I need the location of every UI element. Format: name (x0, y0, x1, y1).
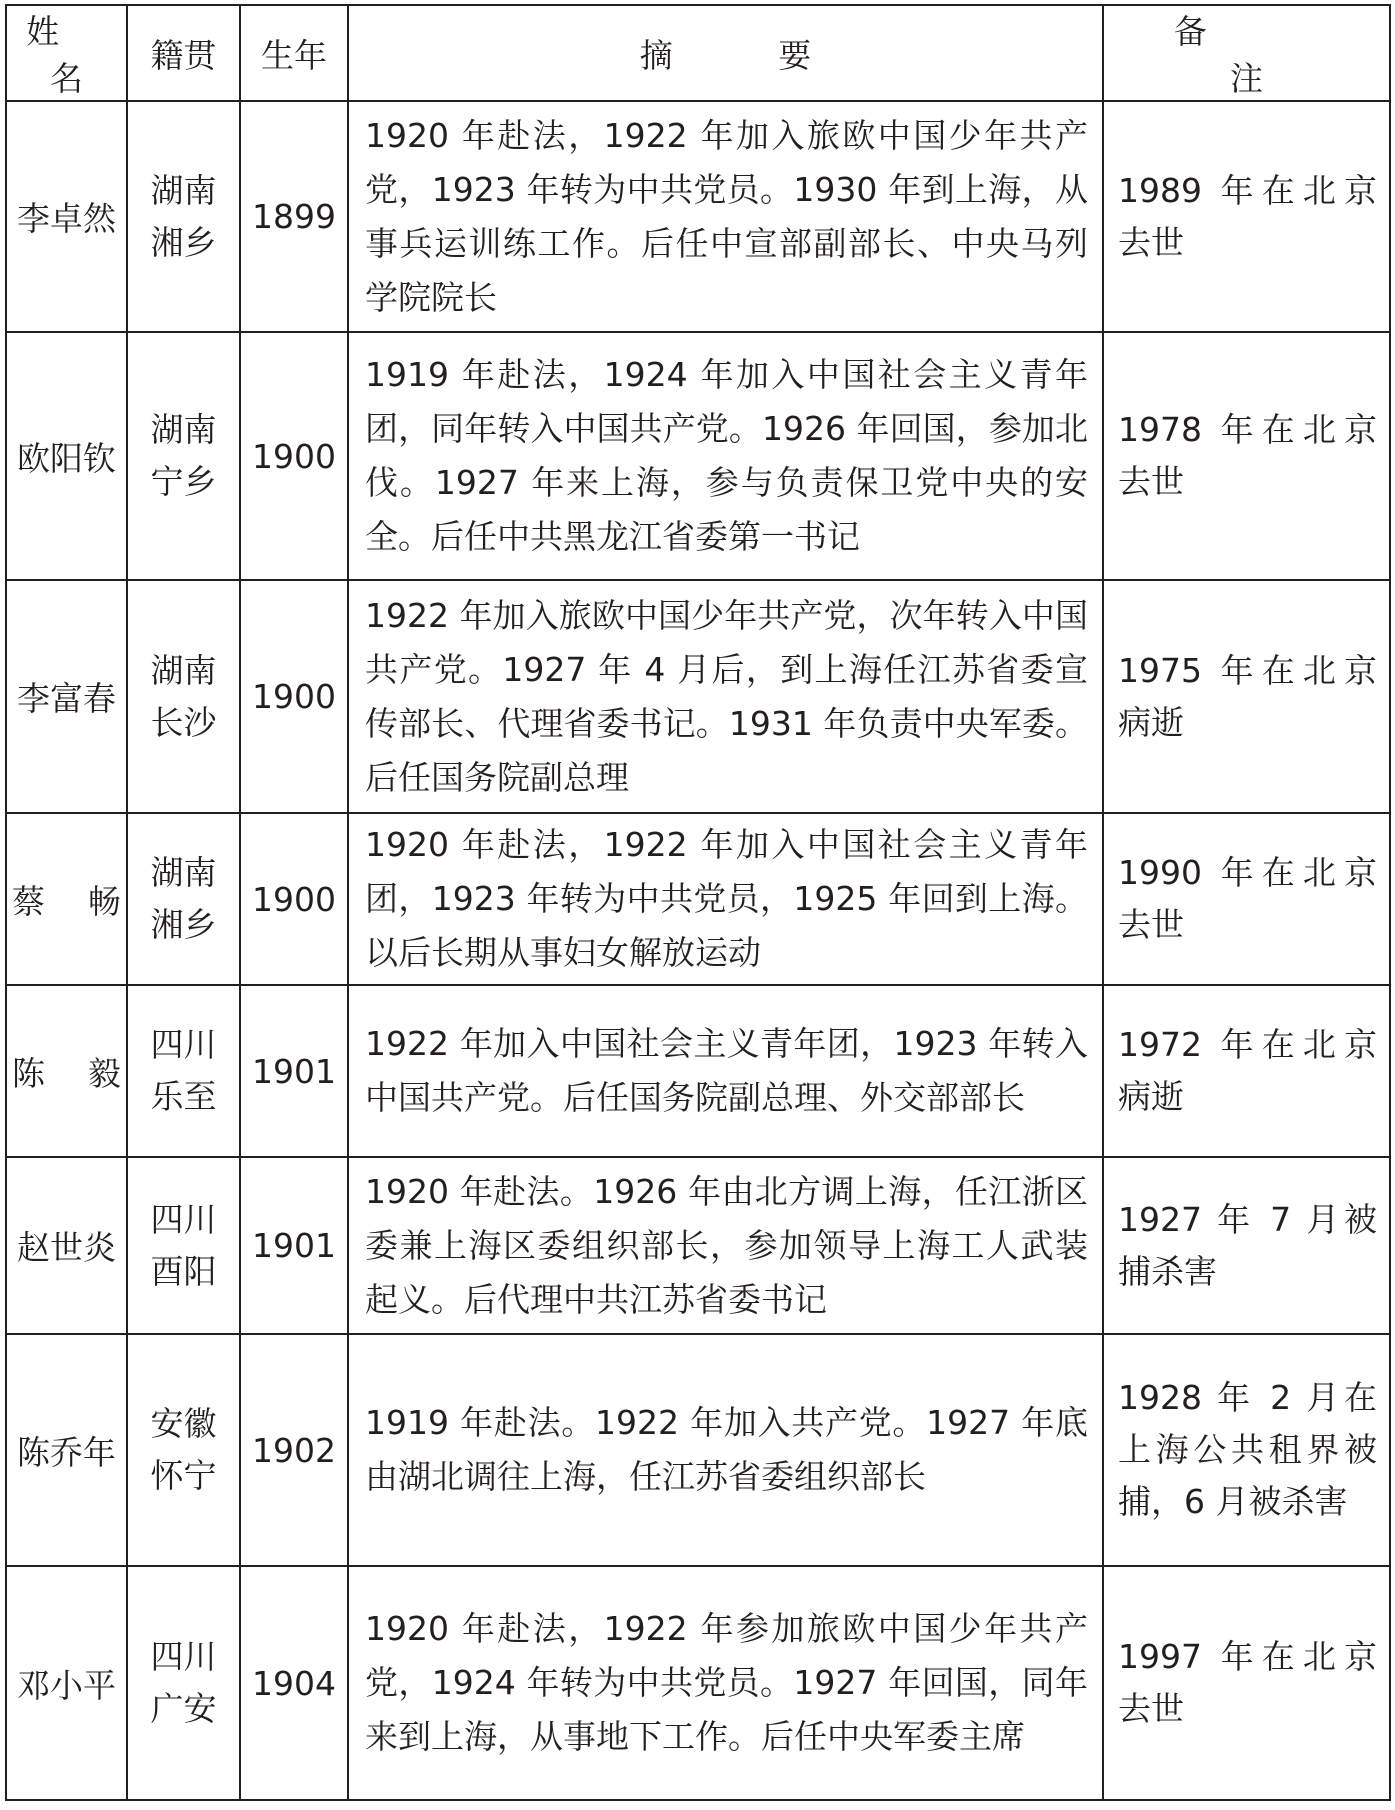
header-year: 生年 (240, 5, 348, 101)
summary-cell: 1920 年赴法，1922 年加入旅欧中国少年共产党，1923 年转为中共党员。1930 年到上海，从事兵运训练工作。后任中宣部副部长、中央马列学院院长 (348, 101, 1103, 332)
summary-cell: 1919 年赴法，1924 年加入中国社会主义青年团，同年转入中国共产党。1926 年回国，参加北伐。1927 年来上海，参与负责保卫党中央的安全。后任中共黑龙江省委第一书记 (348, 332, 1103, 580)
note-cell: 1975 年在北京病逝 (1103, 580, 1390, 813)
origin-cell: 湖南 湘乡 (127, 813, 240, 985)
origin-cell: 四川 乐至 (127, 985, 240, 1157)
note-cell: 1972 年在北京病逝 (1103, 985, 1390, 1157)
note-cell: 1990 年在北京去世 (1103, 813, 1390, 985)
year-cell: 1904 (240, 1566, 348, 1800)
table-row (6, 985, 1390, 1157)
origin-cell: 湖南 宁乡 (127, 332, 240, 580)
header-origin: 籍贯 (127, 5, 240, 101)
summary-cell: 1922 年加入中国社会主义青年团，1923 年转入中国共产党。后任国务院副总理、外交部部长 (348, 985, 1103, 1157)
note-cell: 1928 年 2 月在上海公共租界被捕，6 月被杀害 (1103, 1334, 1390, 1566)
name-cell: 赵世炎 (6, 1157, 127, 1334)
table-row (6, 813, 1390, 985)
biography-table-page (5, 4, 1389, 1806)
note-cell: 1927 年 7 月被捕杀害 (1103, 1157, 1390, 1334)
year-cell: 1901 (240, 985, 348, 1157)
name-cell: 李富春 (6, 580, 127, 813)
name-cell: 欧阳钦 (6, 332, 127, 580)
name-cell: 蔡畅 (6, 813, 127, 985)
year-cell: 1900 (240, 580, 348, 813)
year-cell: 1901 (240, 1157, 348, 1334)
table-row (6, 101, 1390, 332)
header-name: 姓名 (6, 5, 127, 101)
header-row (6, 5, 1390, 101)
header-note: 备注 (1103, 5, 1390, 101)
header-summary: 摘要 (348, 5, 1103, 101)
origin-cell: 四川 酉阳 (127, 1157, 240, 1334)
year-cell: 1902 (240, 1334, 348, 1566)
origin-cell: 湖南 长沙 (127, 580, 240, 813)
table-row (6, 1566, 1390, 1800)
table-row (6, 332, 1390, 580)
note-cell: 1989 年在北京去世 (1103, 101, 1390, 332)
origin-cell: 安徽 怀宁 (127, 1334, 240, 1566)
biography-table (5, 4, 1391, 1801)
year-cell: 1900 (240, 332, 348, 580)
table-row (6, 1334, 1390, 1566)
note-cell: 1997 年在北京去世 (1103, 1566, 1390, 1800)
summary-cell: 1920 年赴法，1922 年参加旅欧中国少年共产党，1924 年转为中共党员。1927 年回国，同年来到上海，从事地下工作。后任中央军委主席 (348, 1566, 1103, 1800)
note-cell: 1978 年在北京去世 (1103, 332, 1390, 580)
summary-cell: 1922 年加入旅欧中国少年共产党，次年转入中国共产党。1927 年 4 月后，到上海任江苏省委宣传部长、代理省委书记。1931 年负责中央军委。后任国务院副总理 (348, 580, 1103, 813)
summary-cell: 1920 年赴法，1922 年加入中国社会主义青年团，1923 年转为中共党员，1925 年回到上海。以后长期从事妇女解放运动 (348, 813, 1103, 985)
year-cell: 1899 (240, 101, 348, 332)
origin-cell: 四川 广安 (127, 1566, 240, 1800)
table-row (6, 580, 1390, 813)
name-cell: 邓小平 (6, 1566, 127, 1800)
origin-cell: 湖南 湘乡 (127, 101, 240, 332)
table-row (6, 1157, 1390, 1334)
name-cell: 陈乔年 (6, 1334, 127, 1566)
name-cell: 陈毅 (6, 985, 127, 1157)
year-cell: 1900 (240, 813, 348, 985)
summary-cell: 1919 年赴法。1922 年加入共产党。1927 年底由湖北调往上海，任江苏省委组织部长 (348, 1334, 1103, 1566)
summary-cell: 1920 年赴法。1926 年由北方调上海，任江浙区委兼上海区委组织部长，参加领导上海工人武装起义。后代理中共江苏省委书记 (348, 1157, 1103, 1334)
name-cell: 李卓然 (6, 101, 127, 332)
